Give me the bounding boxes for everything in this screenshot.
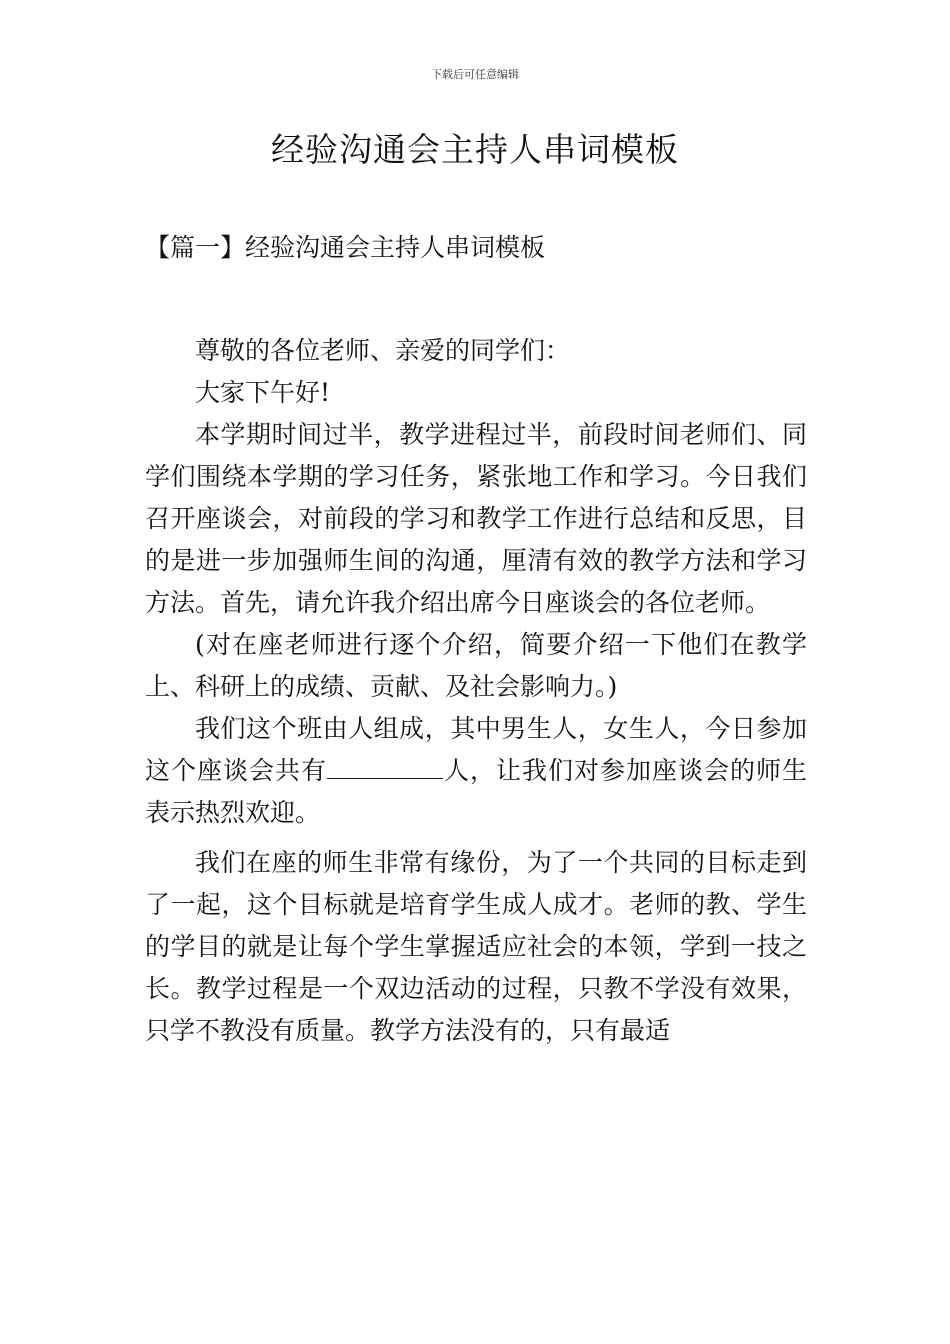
document-title: 经验沟通会主持人串词模板 xyxy=(271,130,679,169)
document-body xyxy=(145,330,807,1052)
class-info-text-after: 人，让我们对参加座谈会的师生表示热烈欢迎。 xyxy=(145,756,807,827)
paragraph-class-info xyxy=(145,708,807,834)
paragraph-salutation: 大家下午好! xyxy=(195,378,331,407)
header-note: 下载后可任意编辑 xyxy=(431,68,519,81)
class-info-text-before: 我们这个班由人组成，其中男生人，女生人，今日参加这个座谈会共有 xyxy=(145,714,807,785)
paragraph-teacher-intro-note: (对在座老师进行逐个介绍，简要介绍一下他们在教学上、科研上的成绩、贡献、及社会影响力。) xyxy=(145,630,807,701)
paragraph-goal: 我们在座的师生非常有缘份，为了一个共同的目标走到了一起，这个目标就是培育学生成人成才。老师的教、学生的学目的就是让每个学生掌握适应社会的本领，学到一技之长。教学过程是一个双边活动的过程，只教不学没有效果，只学不教没有质量。教学方法没有的，只有最适 xyxy=(145,848,807,1045)
paragraph-intro: 本学期时间过半，教学进程过半，前段时间老师们、同学们围绕本学期的学习任务，紧张地工作和学习。今日我们召开座谈会，对前段的学习和教学工作进行总结和反思，目的是进一步加强师生间的沟通，厘清有效的教学方法和学习方法。首先，请允许我介绍出席今日座谈会的各位老师。 xyxy=(145,420,807,617)
paragraph-greeting: 尊敬的各位老师、亲爱的同学们： xyxy=(195,336,571,365)
fill-in-blank xyxy=(327,756,443,779)
section-heading: 【篇一】经验沟通会主持人串词模板 xyxy=(145,233,546,262)
